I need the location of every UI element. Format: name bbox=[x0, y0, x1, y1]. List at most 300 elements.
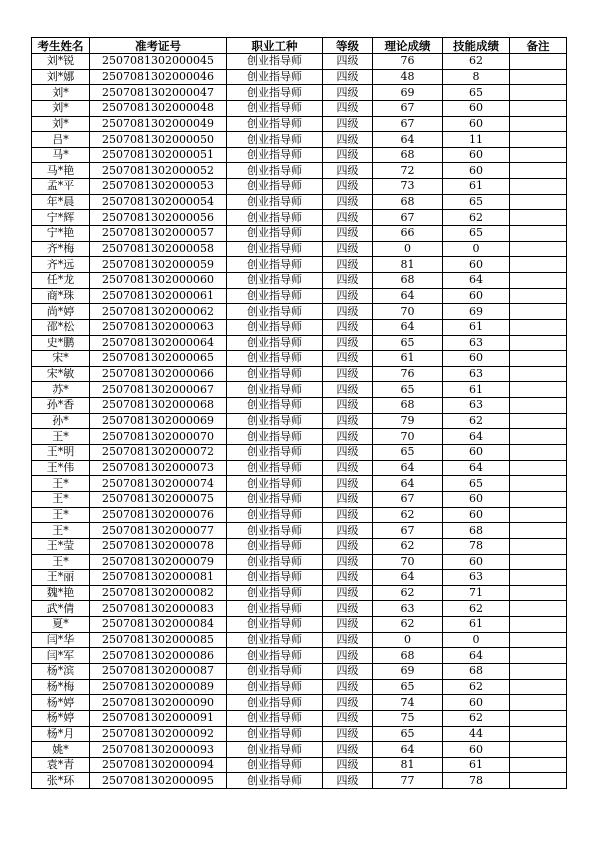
cell-occupation: 创业指导师 bbox=[227, 85, 323, 101]
cell-remark bbox=[510, 663, 567, 679]
cell-theory-score: 70 bbox=[373, 429, 443, 445]
cell-level: 四级 bbox=[323, 272, 373, 288]
cell-level: 四级 bbox=[323, 695, 373, 711]
cell-exam-id: 2507081302000079 bbox=[90, 554, 227, 570]
header-occupation: 职业工种 bbox=[227, 38, 323, 54]
cell-level: 四级 bbox=[323, 538, 373, 554]
cell-skill-score: 78 bbox=[443, 773, 510, 789]
cell-occupation: 创业指导师 bbox=[227, 398, 323, 414]
cell-level: 四级 bbox=[323, 179, 373, 195]
cell-remark bbox=[510, 272, 567, 288]
cell-skill-score: 69 bbox=[443, 304, 510, 320]
cell-exam-id: 2507081302000068 bbox=[90, 398, 227, 414]
cell-theory-score: 62 bbox=[373, 507, 443, 523]
cell-occupation: 创业指导师 bbox=[227, 476, 323, 492]
cell-remark bbox=[510, 335, 567, 351]
cell-name: 夏* bbox=[32, 617, 90, 633]
cell-name: 杨*婷 bbox=[32, 710, 90, 726]
cell-skill-score: 71 bbox=[443, 585, 510, 601]
cell-remark bbox=[510, 726, 567, 742]
table-row bbox=[32, 429, 567, 445]
cell-exam-id: 2507081302000073 bbox=[90, 460, 227, 476]
cell-skill-score: 62 bbox=[443, 679, 510, 695]
cell-occupation: 创业指导师 bbox=[227, 460, 323, 476]
cell-level: 四级 bbox=[323, 460, 373, 476]
cell-level: 四级 bbox=[323, 632, 373, 648]
cell-level: 四级 bbox=[323, 304, 373, 320]
cell-theory-score: 64 bbox=[373, 132, 443, 148]
cell-theory-score: 64 bbox=[373, 742, 443, 758]
table-row bbox=[32, 585, 567, 601]
cell-name: 王* bbox=[32, 523, 90, 539]
cell-skill-score: 60 bbox=[443, 116, 510, 132]
cell-occupation: 创业指导师 bbox=[227, 163, 323, 179]
cell-skill-score: 44 bbox=[443, 726, 510, 742]
cell-skill-score: 61 bbox=[443, 319, 510, 335]
cell-name: 姚* bbox=[32, 742, 90, 758]
cell-theory-score: 67 bbox=[373, 100, 443, 116]
cell-remark bbox=[510, 304, 567, 320]
cell-skill-score: 63 bbox=[443, 570, 510, 586]
cell-level: 四级 bbox=[323, 726, 373, 742]
cell-occupation: 创业指导师 bbox=[227, 366, 323, 382]
cell-theory-score: 64 bbox=[373, 460, 443, 476]
cell-theory-score: 74 bbox=[373, 695, 443, 711]
cell-skill-score: 68 bbox=[443, 523, 510, 539]
cell-skill-score: 64 bbox=[443, 648, 510, 664]
cell-name: 刘* bbox=[32, 100, 90, 116]
cell-occupation: 创业指导师 bbox=[227, 210, 323, 226]
cell-theory-score: 67 bbox=[373, 210, 443, 226]
cell-level: 四级 bbox=[323, 679, 373, 695]
cell-exam-id: 2507081302000053 bbox=[90, 179, 227, 195]
cell-remark bbox=[510, 382, 567, 398]
cell-level: 四级 bbox=[323, 194, 373, 210]
table-row bbox=[32, 288, 567, 304]
cell-skill-score: 60 bbox=[443, 507, 510, 523]
cell-name: 王* bbox=[32, 491, 90, 507]
cell-exam-id: 2507081302000093 bbox=[90, 742, 227, 758]
cell-occupation: 创业指导师 bbox=[227, 272, 323, 288]
cell-exam-id: 2507081302000067 bbox=[90, 382, 227, 398]
cell-exam-id: 2507081302000061 bbox=[90, 288, 227, 304]
cell-remark bbox=[510, 476, 567, 492]
cell-level: 四级 bbox=[323, 288, 373, 304]
cell-name: 任*龙 bbox=[32, 272, 90, 288]
cell-exam-id: 2507081302000077 bbox=[90, 523, 227, 539]
table-row bbox=[32, 648, 567, 664]
cell-exam-id: 2507081302000074 bbox=[90, 476, 227, 492]
cell-skill-score: 64 bbox=[443, 272, 510, 288]
table-body bbox=[32, 54, 567, 789]
cell-level: 四级 bbox=[323, 491, 373, 507]
cell-exam-id: 2507081302000072 bbox=[90, 445, 227, 461]
cell-remark bbox=[510, 757, 567, 773]
cell-remark bbox=[510, 617, 567, 633]
cell-name: 杨*月 bbox=[32, 726, 90, 742]
cell-exam-id: 2507081302000092 bbox=[90, 726, 227, 742]
cell-occupation: 创业指导师 bbox=[227, 54, 323, 70]
cell-theory-score: 62 bbox=[373, 538, 443, 554]
cell-remark bbox=[510, 507, 567, 523]
cell-theory-score: 65 bbox=[373, 726, 443, 742]
cell-occupation: 创业指导师 bbox=[227, 132, 323, 148]
cell-theory-score: 68 bbox=[373, 147, 443, 163]
cell-level: 四级 bbox=[323, 413, 373, 429]
cell-name: 王*伟 bbox=[32, 460, 90, 476]
cell-name: 齐*远 bbox=[32, 257, 90, 273]
cell-remark bbox=[510, 491, 567, 507]
cell-skill-score: 62 bbox=[443, 601, 510, 617]
table-row bbox=[32, 398, 567, 414]
cell-remark bbox=[510, 132, 567, 148]
cell-skill-score: 63 bbox=[443, 398, 510, 414]
cell-skill-score: 62 bbox=[443, 54, 510, 70]
table-row bbox=[32, 351, 567, 367]
cell-occupation: 创业指导师 bbox=[227, 413, 323, 429]
table-row bbox=[32, 241, 567, 257]
cell-level: 四级 bbox=[323, 445, 373, 461]
cell-level: 四级 bbox=[323, 585, 373, 601]
cell-theory-score: 65 bbox=[373, 335, 443, 351]
cell-skill-score: 60 bbox=[443, 491, 510, 507]
cell-occupation: 创业指导师 bbox=[227, 507, 323, 523]
cell-remark bbox=[510, 288, 567, 304]
cell-exam-id: 2507081302000049 bbox=[90, 116, 227, 132]
cell-remark bbox=[510, 413, 567, 429]
cell-exam-id: 2507081302000051 bbox=[90, 147, 227, 163]
cell-skill-score: 60 bbox=[443, 147, 510, 163]
cell-theory-score: 62 bbox=[373, 585, 443, 601]
cell-exam-id: 2507081302000066 bbox=[90, 366, 227, 382]
cell-remark bbox=[510, 163, 567, 179]
cell-theory-score: 62 bbox=[373, 617, 443, 633]
cell-exam-id: 2507081302000085 bbox=[90, 632, 227, 648]
cell-remark bbox=[510, 460, 567, 476]
cell-exam-id: 2507081302000087 bbox=[90, 663, 227, 679]
cell-name: 王* bbox=[32, 476, 90, 492]
cell-exam-id: 2507081302000095 bbox=[90, 773, 227, 789]
cell-remark bbox=[510, 351, 567, 367]
cell-exam-id: 2507081302000083 bbox=[90, 601, 227, 617]
cell-level: 四级 bbox=[323, 163, 373, 179]
cell-exam-id: 2507081302000075 bbox=[90, 491, 227, 507]
cell-theory-score: 68 bbox=[373, 648, 443, 664]
cell-occupation: 创业指导师 bbox=[227, 288, 323, 304]
table-row bbox=[32, 538, 567, 554]
cell-skill-score: 63 bbox=[443, 366, 510, 382]
header-level: 等级 bbox=[323, 38, 373, 54]
cell-level: 四级 bbox=[323, 601, 373, 617]
cell-name: 刘* bbox=[32, 85, 90, 101]
cell-exam-id: 2507081302000056 bbox=[90, 210, 227, 226]
cell-occupation: 创业指导师 bbox=[227, 538, 323, 554]
header-skill-score: 技能成绩 bbox=[443, 38, 510, 54]
cell-level: 四级 bbox=[323, 710, 373, 726]
cell-remark bbox=[510, 116, 567, 132]
cell-name: 杨*婷 bbox=[32, 695, 90, 711]
cell-occupation: 创业指导师 bbox=[227, 710, 323, 726]
table-row bbox=[32, 194, 567, 210]
cell-skill-score: 62 bbox=[443, 210, 510, 226]
cell-occupation: 创业指导师 bbox=[227, 194, 323, 210]
cell-remark bbox=[510, 570, 567, 586]
cell-theory-score: 68 bbox=[373, 398, 443, 414]
table-row bbox=[32, 147, 567, 163]
cell-skill-score: 60 bbox=[443, 257, 510, 273]
cell-remark bbox=[510, 679, 567, 695]
cell-exam-id: 2507081302000052 bbox=[90, 163, 227, 179]
cell-name: 杨*梅 bbox=[32, 679, 90, 695]
cell-remark bbox=[510, 585, 567, 601]
cell-skill-score: 65 bbox=[443, 194, 510, 210]
cell-remark bbox=[510, 538, 567, 554]
header-name: 考生姓名 bbox=[32, 38, 90, 54]
cell-occupation: 创业指导师 bbox=[227, 147, 323, 163]
table-row bbox=[32, 679, 567, 695]
cell-theory-score: 0 bbox=[373, 632, 443, 648]
table-row bbox=[32, 445, 567, 461]
table-row bbox=[32, 663, 567, 679]
cell-skill-score: 62 bbox=[443, 413, 510, 429]
cell-occupation: 创业指导师 bbox=[227, 241, 323, 257]
cell-level: 四级 bbox=[323, 241, 373, 257]
cell-skill-score: 60 bbox=[443, 554, 510, 570]
cell-theory-score: 67 bbox=[373, 523, 443, 539]
cell-name: 孟*平 bbox=[32, 179, 90, 195]
table-row bbox=[32, 523, 567, 539]
cell-name: 王*明 bbox=[32, 445, 90, 461]
table-row bbox=[32, 272, 567, 288]
cell-level: 四级 bbox=[323, 523, 373, 539]
cell-theory-score: 64 bbox=[373, 476, 443, 492]
cell-skill-score: 65 bbox=[443, 85, 510, 101]
cell-level: 四级 bbox=[323, 319, 373, 335]
cell-name: 邵*松 bbox=[32, 319, 90, 335]
cell-remark bbox=[510, 85, 567, 101]
cell-occupation: 创业指导师 bbox=[227, 742, 323, 758]
cell-level: 四级 bbox=[323, 648, 373, 664]
table-row bbox=[32, 554, 567, 570]
cell-exam-id: 2507081302000078 bbox=[90, 538, 227, 554]
cell-skill-score: 65 bbox=[443, 226, 510, 242]
cell-exam-id: 2507081302000048 bbox=[90, 100, 227, 116]
cell-skill-score: 11 bbox=[443, 132, 510, 148]
cell-remark bbox=[510, 147, 567, 163]
table-row bbox=[32, 726, 567, 742]
cell-skill-score: 60 bbox=[443, 695, 510, 711]
cell-name: 宁*艳 bbox=[32, 226, 90, 242]
cell-skill-score: 60 bbox=[443, 742, 510, 758]
cell-theory-score: 72 bbox=[373, 163, 443, 179]
cell-name: 吕* bbox=[32, 132, 90, 148]
cell-theory-score: 76 bbox=[373, 54, 443, 70]
cell-remark bbox=[510, 398, 567, 414]
cell-remark bbox=[510, 257, 567, 273]
cell-occupation: 创业指导师 bbox=[227, 179, 323, 195]
cell-occupation: 创业指导师 bbox=[227, 257, 323, 273]
cell-exam-id: 2507081302000090 bbox=[90, 695, 227, 711]
cell-exam-id: 2507081302000081 bbox=[90, 570, 227, 586]
cell-theory-score: 69 bbox=[373, 85, 443, 101]
cell-name: 刘*娜 bbox=[32, 69, 90, 85]
cell-skill-score: 60 bbox=[443, 100, 510, 116]
cell-exam-id: 2507081302000082 bbox=[90, 585, 227, 601]
cell-occupation: 创业指导师 bbox=[227, 617, 323, 633]
cell-occupation: 创业指导师 bbox=[227, 382, 323, 398]
cell-skill-score: 60 bbox=[443, 288, 510, 304]
cell-theory-score: 70 bbox=[373, 304, 443, 320]
cell-level: 四级 bbox=[323, 210, 373, 226]
table-row bbox=[32, 335, 567, 351]
table-row bbox=[32, 507, 567, 523]
cell-remark bbox=[510, 210, 567, 226]
cell-level: 四级 bbox=[323, 554, 373, 570]
cell-name: 杨*滨 bbox=[32, 663, 90, 679]
table-row bbox=[32, 163, 567, 179]
cell-theory-score: 81 bbox=[373, 257, 443, 273]
cell-exam-id: 2507081302000057 bbox=[90, 226, 227, 242]
cell-theory-score: 75 bbox=[373, 710, 443, 726]
table-row bbox=[32, 100, 567, 116]
cell-exam-id: 2507081302000059 bbox=[90, 257, 227, 273]
cell-level: 四级 bbox=[323, 100, 373, 116]
table-row bbox=[32, 413, 567, 429]
table-row bbox=[32, 773, 567, 789]
cell-exam-id: 2507081302000094 bbox=[90, 757, 227, 773]
cell-name: 孙*香 bbox=[32, 398, 90, 414]
table-row bbox=[32, 742, 567, 758]
cell-remark bbox=[510, 241, 567, 257]
cell-occupation: 创业指导师 bbox=[227, 773, 323, 789]
cell-level: 四级 bbox=[323, 757, 373, 773]
cell-exam-id: 2507081302000063 bbox=[90, 319, 227, 335]
cell-occupation: 创业指导师 bbox=[227, 585, 323, 601]
cell-name: 王* bbox=[32, 429, 90, 445]
cell-occupation: 创业指导师 bbox=[227, 570, 323, 586]
cell-skill-score: 78 bbox=[443, 538, 510, 554]
cell-skill-score: 63 bbox=[443, 335, 510, 351]
cell-name: 武*倩 bbox=[32, 601, 90, 617]
cell-exam-id: 2507081302000091 bbox=[90, 710, 227, 726]
table-header bbox=[32, 38, 567, 54]
cell-skill-score: 61 bbox=[443, 617, 510, 633]
cell-exam-id: 2507081302000062 bbox=[90, 304, 227, 320]
cell-name: 尚*婷 bbox=[32, 304, 90, 320]
table-row bbox=[32, 257, 567, 273]
cell-name: 宁*辉 bbox=[32, 210, 90, 226]
cell-exam-id: 2507081302000060 bbox=[90, 272, 227, 288]
cell-theory-score: 76 bbox=[373, 366, 443, 382]
table-row bbox=[32, 304, 567, 320]
table-row bbox=[32, 210, 567, 226]
cell-level: 四级 bbox=[323, 617, 373, 633]
table-row bbox=[32, 491, 567, 507]
cell-level: 四级 bbox=[323, 69, 373, 85]
cell-exam-id: 2507081302000076 bbox=[90, 507, 227, 523]
table-row bbox=[32, 319, 567, 335]
table-row bbox=[32, 54, 567, 70]
table-row bbox=[32, 366, 567, 382]
cell-name: 孙* bbox=[32, 413, 90, 429]
cell-name: 马* bbox=[32, 147, 90, 163]
cell-skill-score: 60 bbox=[443, 163, 510, 179]
table-row bbox=[32, 226, 567, 242]
cell-skill-score: 65 bbox=[443, 476, 510, 492]
cell-occupation: 创业指导师 bbox=[227, 491, 323, 507]
cell-exam-id: 2507081302000045 bbox=[90, 54, 227, 70]
table-row bbox=[32, 757, 567, 773]
cell-remark bbox=[510, 179, 567, 195]
cell-occupation: 创业指导师 bbox=[227, 351, 323, 367]
cell-exam-id: 2507081302000047 bbox=[90, 85, 227, 101]
cell-name: 宋*敏 bbox=[32, 366, 90, 382]
cell-skill-score: 60 bbox=[443, 445, 510, 461]
cell-skill-score: 68 bbox=[443, 663, 510, 679]
cell-occupation: 创业指导师 bbox=[227, 100, 323, 116]
cell-theory-score: 73 bbox=[373, 179, 443, 195]
cell-skill-score: 60 bbox=[443, 351, 510, 367]
cell-theory-score: 0 bbox=[373, 241, 443, 257]
cell-name: 魏*艳 bbox=[32, 585, 90, 601]
cell-theory-score: 68 bbox=[373, 272, 443, 288]
cell-theory-score: 65 bbox=[373, 679, 443, 695]
cell-occupation: 创业指导师 bbox=[227, 304, 323, 320]
cell-remark bbox=[510, 445, 567, 461]
cell-level: 四级 bbox=[323, 116, 373, 132]
table-row bbox=[32, 382, 567, 398]
table-row bbox=[32, 617, 567, 633]
cell-level: 四级 bbox=[323, 570, 373, 586]
cell-name: 刘*锐 bbox=[32, 54, 90, 70]
cell-level: 四级 bbox=[323, 366, 373, 382]
cell-theory-score: 64 bbox=[373, 319, 443, 335]
cell-remark bbox=[510, 632, 567, 648]
cell-name: 年*晨 bbox=[32, 194, 90, 210]
cell-remark bbox=[510, 601, 567, 617]
cell-theory-score: 67 bbox=[373, 491, 443, 507]
cell-remark bbox=[510, 773, 567, 789]
cell-skill-score: 61 bbox=[443, 179, 510, 195]
table-row bbox=[32, 632, 567, 648]
cell-remark bbox=[510, 100, 567, 116]
cell-remark bbox=[510, 319, 567, 335]
cell-name: 王* bbox=[32, 507, 90, 523]
cell-name: 闫*华 bbox=[32, 632, 90, 648]
header-row bbox=[32, 38, 567, 54]
cell-remark bbox=[510, 648, 567, 664]
cell-level: 四级 bbox=[323, 742, 373, 758]
cell-remark bbox=[510, 194, 567, 210]
cell-name: 闫*军 bbox=[32, 648, 90, 664]
cell-occupation: 创业指导师 bbox=[227, 523, 323, 539]
cell-skill-score: 64 bbox=[443, 429, 510, 445]
cell-occupation: 创业指导师 bbox=[227, 663, 323, 679]
cell-theory-score: 48 bbox=[373, 69, 443, 85]
table-row bbox=[32, 476, 567, 492]
cell-skill-score: 62 bbox=[443, 710, 510, 726]
cell-level: 四级 bbox=[323, 382, 373, 398]
cell-name: 苏* bbox=[32, 382, 90, 398]
table-row bbox=[32, 710, 567, 726]
header-exam-id: 准考证号 bbox=[90, 38, 227, 54]
cell-exam-id: 2507081302000046 bbox=[90, 69, 227, 85]
cell-exam-id: 2507081302000064 bbox=[90, 335, 227, 351]
cell-theory-score: 70 bbox=[373, 554, 443, 570]
cell-theory-score: 68 bbox=[373, 194, 443, 210]
cell-remark bbox=[510, 54, 567, 70]
table-row bbox=[32, 179, 567, 195]
